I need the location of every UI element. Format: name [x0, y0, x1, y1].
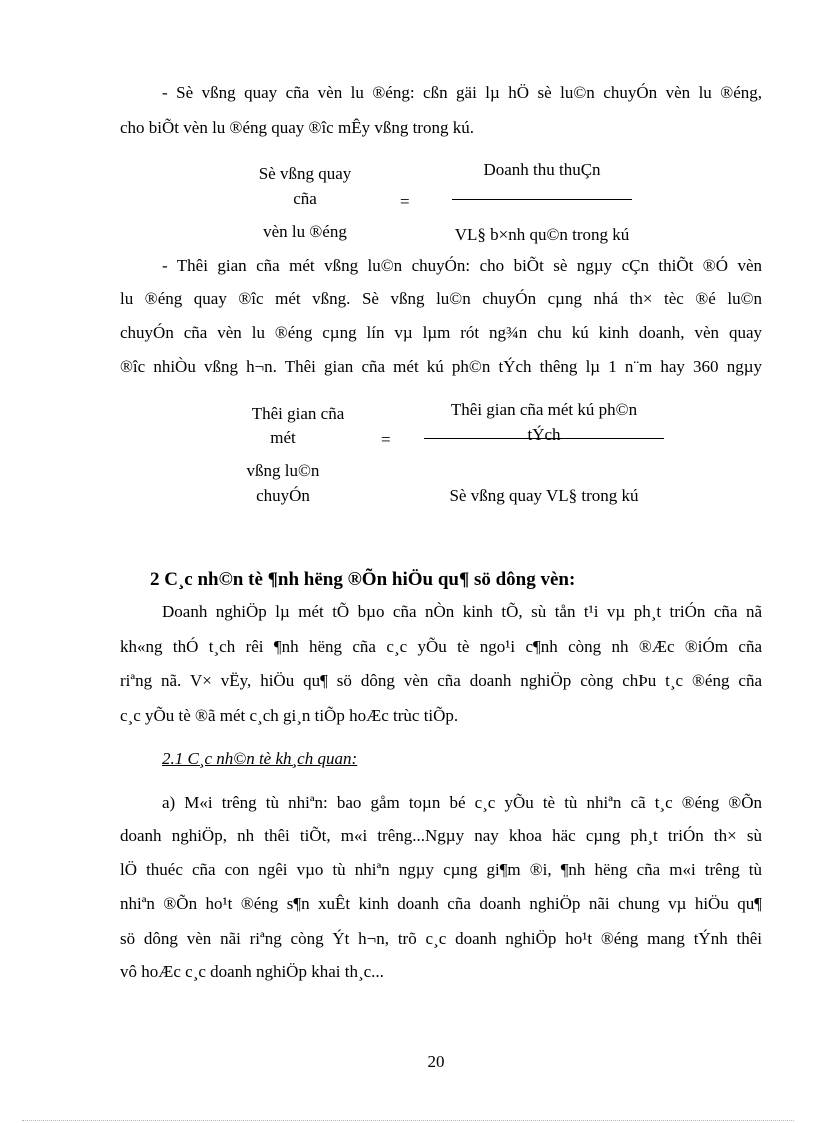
paragraph-line: - Sè vßng quay cña vèn lu ®éng: cßn gäi lµ hÖ sè lu©n chuyÓn vèn lu ®éng,: [162, 83, 762, 102]
formula-numerator: Thêi gian cña mét kú ph©n: [450, 400, 638, 419]
paragraph-line: lÖ thuéc cña con ngêi vµo tù nhiªn ngµy cµng gi¶m ®i, ¶nh hëng cña m«i trêng tù: [120, 860, 762, 879]
formula-equals: =: [400, 192, 410, 211]
formula-denominator: VL§ b×nh qu©n trong kú: [454, 225, 630, 244]
paragraph-line: a) M«i trêng tù nhiªn: bao gåm toµn bé c¸c yÕu tè tù nhiªn cã t¸c ®éng ®Õn: [162, 793, 762, 812]
paragraph-line: kh«ng thÓ t¸ch rêi ¶nh hëng cña c¸c yÕu tè ngo¹i c¶nh còng nh ®Æc ®iÓm cña: [120, 637, 762, 656]
formula-left-line: vèn lu ®éng: [263, 222, 347, 241]
paragraph-line: - Thêi gian cña mét vßng lu©n chuyÓn: cho biÕt sè ngµy cÇn thiÕt ®Ó vèn: [162, 256, 762, 275]
page-number: 20: [427, 1052, 445, 1071]
formula-numerator: Doanh thu thuÇn: [483, 160, 601, 179]
formula-left-line: vßng lu©n: [246, 461, 320, 480]
paragraph-line: ®îc nhiÒu vßng h¬n. Thêi gian cña mét kú ph©n tÝch thêng lµ 1 n¨m hay 360 ngµy: [120, 357, 762, 376]
paragraph-line: c¸c yÕu tè ®ã mét c¸ch gi¸n tiÕp hoÆc trùc tiÕp.: [120, 706, 459, 725]
section-heading: 2 C¸c nh©n tè ¶nh hëng ®Õn hiÖu qu¶ sö dông vèn:: [150, 569, 576, 590]
paragraph-line: nhiªn ®Õn ho¹t ®éng s¶n xuÊt kinh doanh cña doanh nghiÖp nãi chung vµ hiÖu qu¶: [120, 894, 762, 913]
formula-left-line: mét: [270, 428, 296, 447]
fraction-bar: [452, 199, 632, 200]
paragraph-line: doanh nghiÖp, nh thêi tiÕt, m«i trêng...Ngµy nay khoa häc cµng ph¸t triÓn th× sù: [120, 826, 762, 845]
paragraph-line: lu ®éng quay ®îc mét vßng. Sè vßng lu©n chuyÓn cµng nhá th× tèc ®é lu©n: [120, 289, 762, 308]
fraction-bar: [424, 438, 664, 439]
formula-left-line: Thêi gian cña: [251, 404, 345, 423]
paragraph-line: sö dông vèn nãi riªng còng Ýt h¬n, trõ c¸c doanh nghiÖp ho¹t ®éng mang tÝnh thêi: [120, 929, 762, 948]
page-bottom-border: [22, 1120, 794, 1121]
formula-numerator: tÝch: [527, 425, 561, 444]
paragraph-line: vô hoÆc c¸c doanh nghiÖp khai th¸c...: [120, 962, 384, 981]
formula-left-line: Sè vßng quay: [258, 164, 352, 183]
paragraph-line: riªng nã. V× vËy, hiÖu qu¶ sö dông vèn cña doanh nghiÖp còng chÞu t¸c ®éng cña: [120, 671, 762, 690]
paragraph-line: cho biÕt vèn lu ®éng quay ®îc mÊy vßng trong kú.: [120, 118, 474, 137]
formula-left-line: chuyÓn: [256, 486, 310, 505]
paragraph-line: Doanh nghiÖp lµ mét tÕ bµo cña nÒn kinh tÕ, sù tån t¹i vµ ph¸t triÓn cña nã: [162, 602, 762, 621]
subsection-heading: 2.1 C¸c nh©n tè kh¸ch quan:: [162, 749, 358, 768]
formula-equals: =: [381, 430, 391, 449]
paragraph-line: chuyÓn cña vèn lu ®éng cµng lín vµ lµm rót ng¾n chu kú kinh doanh, vèn quay: [120, 323, 762, 342]
formula-left-line: cña: [293, 189, 317, 208]
formula-denominator: Sè vßng quay VL§ trong kú: [449, 486, 639, 505]
